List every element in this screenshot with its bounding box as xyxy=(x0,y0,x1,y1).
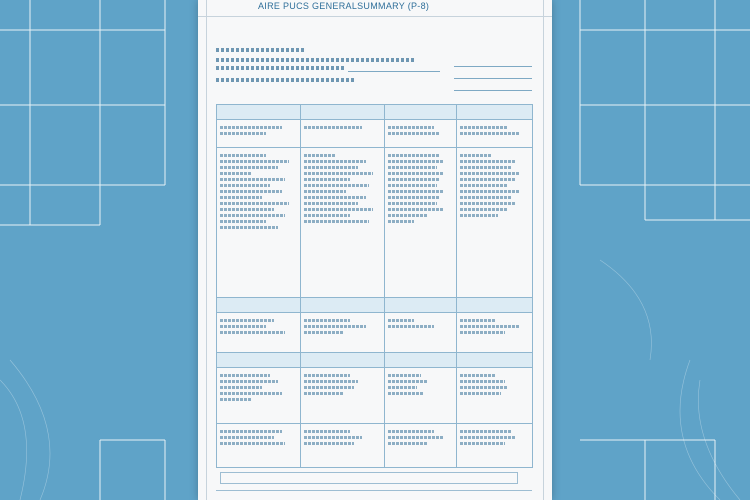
table-cell[interactable] xyxy=(301,298,385,313)
title-divider xyxy=(198,16,552,17)
table-cell[interactable] xyxy=(301,313,385,353)
header-rule xyxy=(454,90,532,91)
table-cell[interactable] xyxy=(385,313,457,353)
header-field xyxy=(216,48,306,52)
table-cell[interactable] xyxy=(385,368,457,424)
table-cell[interactable] xyxy=(217,313,301,353)
table-row xyxy=(217,148,533,298)
header-rule xyxy=(348,71,440,72)
table-cell[interactable] xyxy=(385,105,457,120)
table-row xyxy=(217,105,533,120)
table-cell[interactable] xyxy=(457,105,533,120)
table-cell[interactable] xyxy=(385,148,457,298)
table-row xyxy=(217,313,533,353)
header-rule xyxy=(454,78,532,79)
table-cell[interactable] xyxy=(217,120,301,148)
table-cell[interactable] xyxy=(217,424,301,468)
table-row xyxy=(217,298,533,313)
table-cell[interactable] xyxy=(385,298,457,313)
header-field xyxy=(216,78,356,82)
table-cell[interactable] xyxy=(385,353,457,368)
table-cell[interactable] xyxy=(217,105,301,120)
table-cell[interactable] xyxy=(217,148,301,298)
table-row xyxy=(217,120,533,148)
table-cell[interactable] xyxy=(385,120,457,148)
table-row xyxy=(217,424,533,468)
table-cell[interactable] xyxy=(385,424,457,468)
table-cell[interactable] xyxy=(457,120,533,148)
table-cell[interactable] xyxy=(457,298,533,313)
table-cell[interactable] xyxy=(457,424,533,468)
table-row xyxy=(217,353,533,368)
table-cell[interactable] xyxy=(457,148,533,298)
table-row xyxy=(217,368,533,424)
header-field xyxy=(216,58,416,62)
document-title: AIRE PUCS GENERALSUMMARY (P-8) xyxy=(258,1,430,11)
table-cell[interactable] xyxy=(301,148,385,298)
footer-box xyxy=(220,472,518,484)
table-cell[interactable] xyxy=(301,424,385,468)
table-cell[interactable] xyxy=(217,298,301,313)
summary-table xyxy=(216,104,533,468)
table-cell[interactable] xyxy=(301,105,385,120)
table-cell[interactable] xyxy=(301,353,385,368)
table-cell[interactable] xyxy=(301,368,385,424)
footer-rule xyxy=(216,490,532,491)
table-cell[interactable] xyxy=(217,353,301,368)
form-sheet xyxy=(198,0,552,500)
header-rule xyxy=(454,66,532,67)
table-cell[interactable] xyxy=(457,353,533,368)
table-cell[interactable] xyxy=(301,120,385,148)
header-field xyxy=(216,66,346,70)
table-cell[interactable] xyxy=(217,368,301,424)
table-cell[interactable] xyxy=(457,313,533,353)
table-cell[interactable] xyxy=(457,368,533,424)
